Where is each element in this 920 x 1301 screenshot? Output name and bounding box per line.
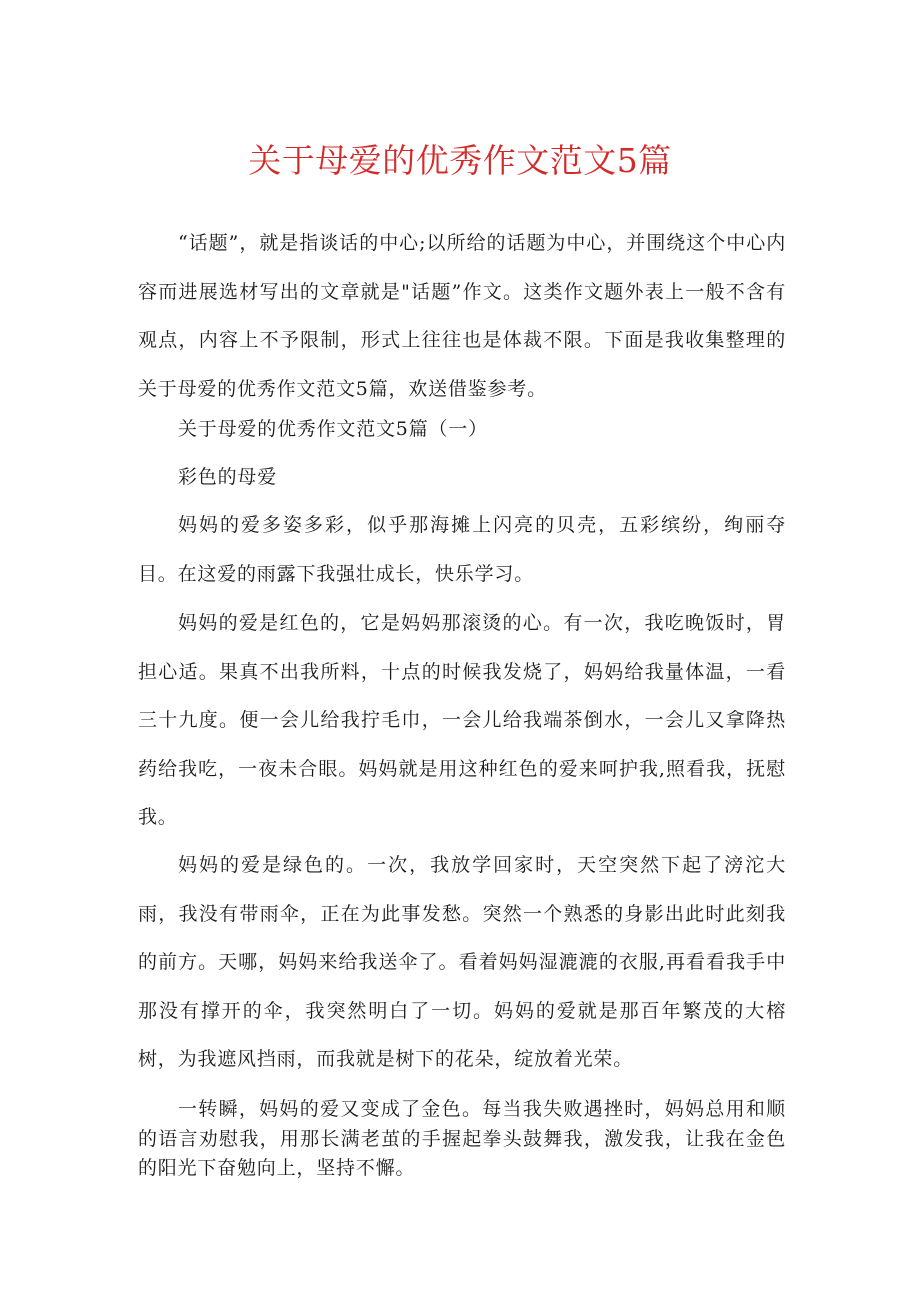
essay-subtitle: 彩色的母爱 [178,466,278,488]
section-heading: 关于母爱的优秀作文范文5篇（一） [178,418,488,440]
body-paragraph-3: 妈妈的爱是绿色的。一次，我放学回家时，天空突然下起了滂沱大雨，我没有带雨伞，正在为此事发愁。突然一个熟悉的身影出此时此刻我的前方。天哪，妈妈来给我送伞了。看着妈妈湿漉漉的衣服,再看看我手中那没有撑开的伞，我突然明白了一切。妈妈的爱就是那百年繁茂的大榕树，为我遮风挡雨，而我就是树下的花朵，绽放着光荣。 [138,854,786,1070]
body-paragraph-2: 妈妈的爱是红色的，它是妈妈那滚烫的心。有一次，我吃晚饭时，胃担心适。果真不出我所料，十点的时候我发烧了，妈妈给我量体温，一看三十九度。便一会儿给我拧毛巾，一会儿给我端茶倒水，一会儿又拿降热药给我吃，一夜未合眼。妈妈就是用这种红色的爱来呵护我,照看我，抚慰我。 [138,612,786,828]
document-title: 关于母爱的优秀作文范文5篇 [248,141,672,180]
body-paragraph-1: 妈妈的爱多姿多彩，似乎那海摊上闪亮的贝壳，五彩缤纷，绚丽夺目。在这爱的雨露下我强壮成长，快乐学习。 [138,514,786,585]
intro-paragraph: “话题”，就是指谈话的中心;以所给的话题为中心，并围绕这个中心内容而进展选材写出的文章就是"话题”作文。这类作文题外表上一般不含有观点，内容上不予限制，形式上往往也是体裁不限。下面是我收集整理的关于母爱的优秀作文范文5篇，欢送借鉴参考。 [138,232,786,400]
body-paragraph-4: 一转瞬，妈妈的爱又变成了金色。每当我失败遇挫时，妈妈总用和顺的语言劝慰我，用那长满老茧的手握起拳头鼓舞我，激发我，让我在金色的阳光下奋勉向上，坚持不懈。 [138,1098,786,1179]
